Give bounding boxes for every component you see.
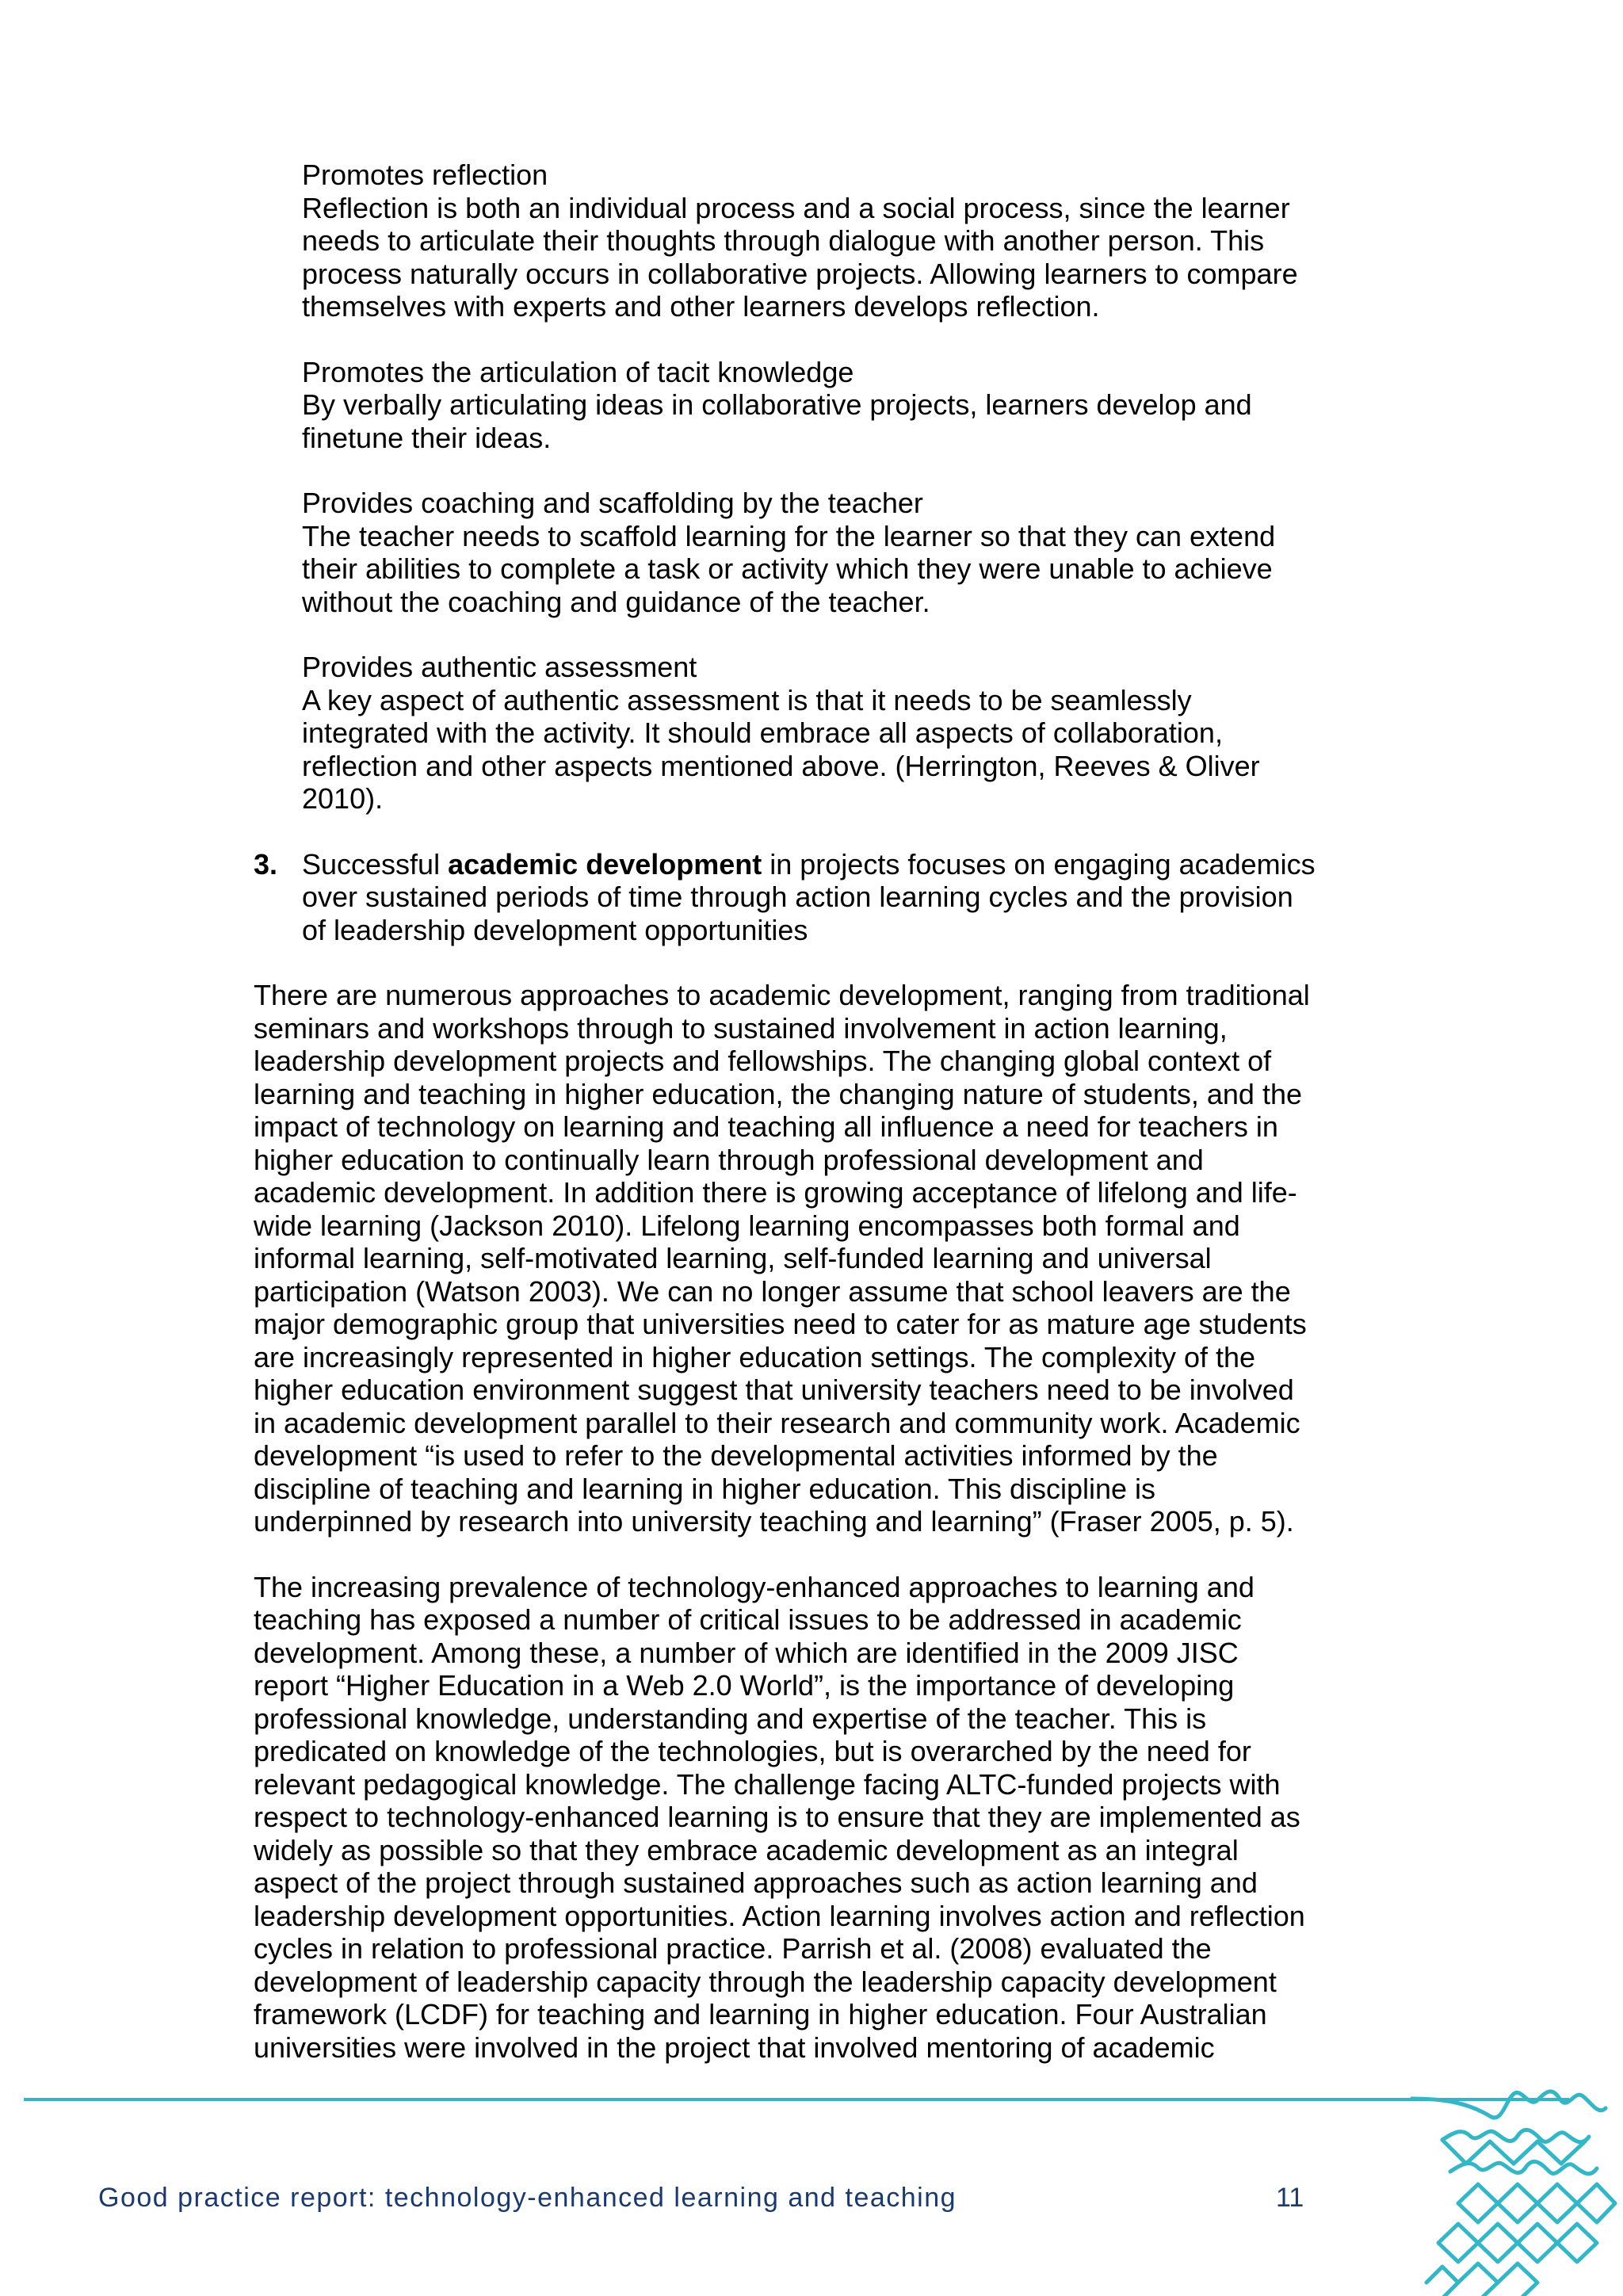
wave-diamond-logo-icon <box>1411 2084 1623 2296</box>
item-line: integrated with the activity. It should embrace all aspects of collaboration, <box>302 716 1223 749</box>
point-line: of leadership development opportunities <box>302 913 808 946</box>
paragraph-line: impact of technology on learning and teaching all influence a need for teachers in <box>254 1110 1278 1143</box>
paragraph-line: higher education environment suggest that university teachers need to be involved <box>254 1373 1294 1406</box>
item-line: Reflection is both an individual process and a social process, since the learner <box>302 191 1290 224</box>
attribute-list <box>302 159 1379 816</box>
paragraph-line: seminars and workshops through to sustained involvement in action learning, <box>254 1011 1228 1045</box>
footer-report-title: Good practice report: technology-enhanced learning and teaching <box>98 2183 957 2213</box>
paragraph-line: leadership development opportunities. Action learning involves action and reflection <box>254 1899 1305 1932</box>
paragraph-line: academic development. In addition there is growing acceptance of lifelong and life- <box>254 1176 1297 1209</box>
list-item <box>302 356 1379 455</box>
item-line: A key aspect of authentic assessment is that it needs to be seamlessly <box>302 683 1192 716</box>
paragraph-line: widely as possible so that they embrace academic development as an integral <box>254 1833 1239 1866</box>
paragraph-line: professional knowledge, understanding and expertise of the teacher. This is <box>254 1702 1207 1735</box>
body-content <box>254 159 1379 2096</box>
paragraph-line: participation (Watson 2003). We can no longer assume that school leavers are the <box>254 1274 1291 1308</box>
paragraph-line: respect to technology-enhanced learning is to ensure that they are implemented as <box>254 1801 1300 1833</box>
item-line: their abilities to complete a task or activity which they were unable to achieve <box>302 552 1273 585</box>
item-heading: Provides coaching and scaffolding by the teacher <box>302 487 923 519</box>
point-number: 3. <box>254 847 278 881</box>
paragraph-line: development of leadership capacity through the leadership capacity development <box>254 1965 1277 1998</box>
paragraph-line: in academic development parallel to their research and community work. Academic <box>254 1406 1300 1439</box>
paragraph-line: discipline of teaching and learning in higher education. This discipline is <box>254 1472 1156 1505</box>
page-number: 11 <box>1276 2183 1304 2213</box>
paragraph-line: There are numerous approaches to academic development, ranging from traditional <box>254 979 1310 1011</box>
item-line: By verbally articulating ideas in collaborative projects, learners develop and <box>302 388 1252 421</box>
paragraph-academic-development <box>254 979 1379 1538</box>
paragraph-line: teaching has exposed a number of critical issues to be addressed in academic <box>254 1603 1242 1636</box>
paragraph-technology-enhanced <box>254 1571 1379 2065</box>
item-line: The teacher needs to scaffold learning for the learner so that they can extend <box>302 519 1276 552</box>
paragraph-line: relevant pedagogical knowledge. The challenge facing ALTC-funded projects with <box>254 1767 1281 1801</box>
paragraph-line: report “Higher Education in a Web 2.0 World”, is the importance of developing <box>254 1669 1235 1702</box>
item-heading: Provides authentic assessment <box>302 651 697 683</box>
item-line: without the coaching and guidance of the teacher. <box>302 585 930 618</box>
paragraph-line: The increasing prevalence of technology-enhanced approaches to learning and <box>254 1570 1254 1603</box>
paragraph-line: predicated on knowledge of the technologies, but is overarched by the need for <box>254 1735 1251 1767</box>
list-item <box>302 487 1379 618</box>
list-item <box>302 159 1379 323</box>
point-text-after: in projects focuses on engaging academics <box>762 847 1316 881</box>
paragraph-line: informal learning, self-motivated learning, self-funded learning and universal <box>254 1242 1212 1274</box>
item-heading: Promotes reflection <box>302 159 548 191</box>
paragraph-line: development “is used to refer to the developmental activities informed by the <box>254 1439 1218 1472</box>
paragraph-line: underpinned by research into university teaching and learning” (Fraser 2005, p. 5). <box>254 1505 1294 1538</box>
paragraph-line: higher education to continually learn through professional development and <box>254 1143 1204 1176</box>
item-line: reflection and other aspects mentioned above. (Herrington, Reeves & Oliver <box>302 749 1260 782</box>
paragraph-line: major demographic group that universities need to cater for as mature age students <box>254 1308 1307 1340</box>
paragraph-line: learning and teaching in higher education, the changing nature of students, and the <box>254 1077 1302 1110</box>
item-line: finetune their ideas. <box>302 421 552 454</box>
point-text-before: Successful <box>302 847 449 881</box>
item-line: 2010). <box>302 782 384 815</box>
paragraph-line: universities were involved in the project that involved mentoring of academic <box>254 2030 1215 2064</box>
paragraph-line: development. Among these, a number of which are identified in the 2009 JISC <box>254 1636 1239 1669</box>
paragraph-line: are increasingly represented in higher education settings. The complexity of the <box>254 1340 1256 1373</box>
item-line: themselves with experts and other learners develops reflection. <box>302 290 1100 323</box>
footer-divider <box>24 2098 1569 2101</box>
item-line: needs to articulate their thoughts through dialogue with another person. This <box>302 224 1265 257</box>
paragraph-line: cycles in relation to professional practice. Parrish et al. (2008) evaluated the <box>254 1932 1212 1965</box>
point-line: over sustained periods of time through action learning cycles and the provision <box>302 881 1293 913</box>
paragraph-line: leadership development projects and fellowships. The changing global context of <box>254 1045 1272 1077</box>
item-line: process naturally occurs in collaborative projects. Allowing learners to compare <box>302 257 1298 290</box>
paragraph-line: aspect of the project through sustained approaches such as action learning and <box>254 1866 1258 1899</box>
paragraph-line: framework (LCDF) for teaching and learning in higher education. Four Australian <box>254 1998 1267 2030</box>
list-item <box>302 651 1379 816</box>
point-bold-term: academic development <box>448 847 762 881</box>
point-first-line <box>302 848 1379 881</box>
item-heading: Promotes the articulation of tacit knowledge <box>302 355 854 388</box>
numbered-point-3 <box>254 848 1379 947</box>
paragraph-line: wide learning (Jackson 2010). Lifelong learning encompasses both formal and <box>254 1209 1240 1242</box>
